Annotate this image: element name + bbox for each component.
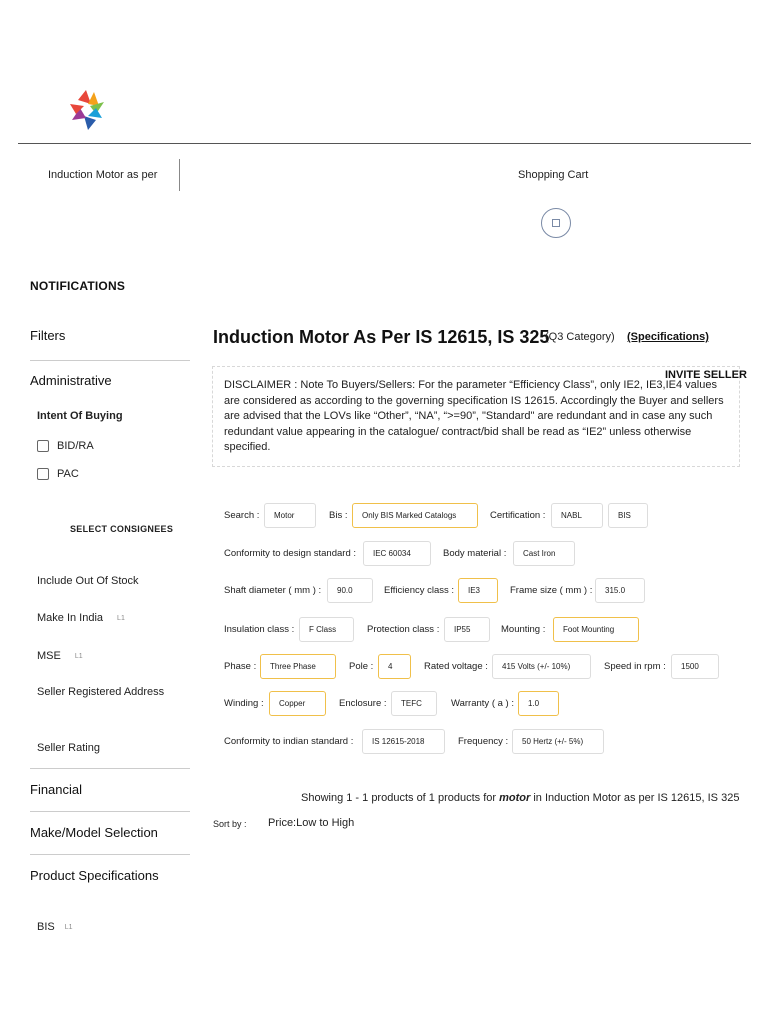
frame-size-label: Frame size ( mm ) :	[510, 585, 593, 596]
l1-badge: L1	[74, 652, 83, 660]
frame-size-chip[interactable]: 315.0	[595, 578, 645, 603]
bis-value-chip[interactable]: Only BIS Marked Catalogs	[352, 503, 478, 528]
protection-class-chip[interactable]: IP55	[444, 617, 490, 642]
conformity-design-chip[interactable]: IEC 60034	[363, 541, 431, 566]
gem-logo[interactable]	[66, 86, 110, 132]
financial-heading[interactable]: Financial	[30, 782, 83, 797]
pole-label: Pole :	[349, 661, 374, 672]
results-prefix: Showing 1 - 1 products of 1 products for	[301, 792, 497, 804]
make-in-india-label: Make In India	[37, 612, 104, 624]
breadcrumb[interactable]: Induction Motor as per	[48, 169, 158, 181]
results-summary	[301, 792, 739, 804]
conformity-indian-label: Conformity to indian standard :	[224, 736, 354, 747]
speed-rpm-chip[interactable]: 1500	[671, 654, 719, 679]
sort-by-label: Sort by :	[213, 819, 247, 829]
search-value-chip[interactable]: Motor	[264, 503, 316, 528]
bis-label: BIS	[37, 921, 55, 933]
category-label: (Q3 Category)	[545, 331, 615, 343]
checkbox-pac[interactable]	[37, 468, 79, 480]
efficiency-class-label: Efficiency class :	[384, 585, 455, 596]
checkbox-bid-ra-label: BID/RA	[57, 440, 94, 452]
body-material-label: Body material :	[443, 548, 507, 559]
certification-label: Certification :	[490, 510, 546, 521]
sidebar-divider	[30, 854, 190, 855]
l1-badge: L1	[64, 923, 73, 931]
enclosure-label: Enclosure :	[339, 698, 387, 709]
protection-class-label: Protection class :	[367, 624, 440, 635]
speed-rpm-label: Speed in rpm :	[604, 661, 666, 672]
select-consignees-button[interactable]: SELECT CONSIGNEES	[70, 524, 174, 534]
certification-bis-chip[interactable]: BIS	[608, 503, 648, 528]
results-suffix: in Induction Motor as per IS 12615, IS 325	[533, 792, 740, 804]
disclaimer-text: DISCLAIMER : Note To Buyers/Sellers: For the parameter “Efficiency Class”, only IE2, IE3,IE4 values are considered as according to the governing specification IS 12615. Accordingly the Buyer and sellers are advised that the LOVs like “Other”, “NA”, “>=90”, "Standard" are redundant and in case any such redundant value appearing in the catalogue/ contract/bid shall be read as “IE2” unless otherwise specified.	[224, 379, 724, 453]
invite-seller-button[interactable]: INVITE SELLER	[665, 369, 747, 381]
make-in-india-filter[interactable]	[37, 612, 125, 624]
winding-label: Winding :	[224, 698, 264, 709]
include-out-of-stock[interactable]: Include Out Of Stock	[37, 575, 139, 587]
phase-chip[interactable]: Three Phase	[260, 654, 336, 679]
header-divider	[18, 143, 751, 144]
sidebar-divider	[30, 811, 190, 812]
filters-heading: Filters	[30, 328, 66, 343]
checkbox-box[interactable]	[37, 468, 49, 480]
seller-rating[interactable]: Seller Rating	[37, 742, 100, 754]
mounting-chip[interactable]: Foot Mounting	[553, 617, 639, 642]
cart-icon[interactable]	[541, 208, 571, 238]
specifications-link[interactable]: (Specifications)	[627, 331, 709, 343]
winding-chip[interactable]: Copper	[269, 691, 326, 716]
mse-filter[interactable]	[37, 650, 83, 662]
header-vertical-divider	[179, 159, 180, 191]
search-label: Search :	[224, 510, 260, 521]
checkbox-box[interactable]	[37, 440, 49, 452]
rated-voltage-label: Rated voltage :	[424, 661, 488, 672]
frequency-label: Frequency :	[458, 736, 509, 747]
frequency-chip[interactable]: 50 Hertz (+/- 5%)	[512, 729, 604, 754]
efficiency-class-chip[interactable]: IE3	[458, 578, 498, 603]
shaft-diameter-label: Shaft diameter ( mm ) :	[224, 585, 322, 596]
sidebar-divider	[30, 768, 190, 769]
pole-chip[interactable]: 4	[378, 654, 411, 679]
shopping-cart-label[interactable]: Shopping Cart	[518, 169, 589, 181]
warranty-chip[interactable]: 1.0	[518, 691, 559, 716]
product-specifications-heading[interactable]: Product Specifications	[30, 868, 159, 883]
insulation-class-chip[interactable]: F Class	[299, 617, 354, 642]
intent-of-buying-label: Intent Of Buying	[37, 410, 123, 422]
conformity-indian-chip[interactable]: IS 12615-2018	[362, 729, 445, 754]
shaft-diameter-chip[interactable]: 90.0	[327, 578, 373, 603]
checkbox-bid-ra[interactable]	[37, 440, 94, 452]
make-model-selection-heading[interactable]: Make/Model Selection	[30, 825, 158, 840]
bis-filter[interactable]	[37, 921, 73, 933]
bis-filter-label: Bis :	[329, 510, 348, 521]
results-search-term: motor	[499, 792, 531, 804]
enclosure-chip[interactable]: TEFC	[391, 691, 437, 716]
body-material-chip[interactable]: Cast Iron	[513, 541, 575, 566]
mounting-label: Mounting :	[501, 624, 546, 635]
administrative-heading[interactable]: Administrative	[30, 373, 112, 388]
checkbox-pac-label: PAC	[57, 468, 79, 480]
certification-nabl-chip[interactable]: NABL	[551, 503, 603, 528]
sort-by-select[interactable]: Price:Low to High	[268, 817, 355, 829]
notifications-heading[interactable]: NOTIFICATIONS	[30, 279, 126, 293]
l1-badge: L1	[117, 614, 125, 622]
warranty-label: Warranty ( a ) :	[451, 698, 514, 709]
sidebar-divider	[30, 360, 190, 361]
conformity-design-label: Conformity to design standard :	[224, 548, 357, 559]
page-title: Induction Motor As Per IS 12615, IS 325	[213, 327, 550, 347]
insulation-class-label: Insulation class :	[224, 624, 295, 635]
phase-label: Phase :	[224, 661, 257, 672]
seller-registered-address[interactable]: Seller Registered Address	[37, 686, 165, 698]
mse-label: MSE	[37, 650, 61, 662]
rated-voltage-chip[interactable]: 415 Volts (+/- 10%)	[492, 654, 591, 679]
